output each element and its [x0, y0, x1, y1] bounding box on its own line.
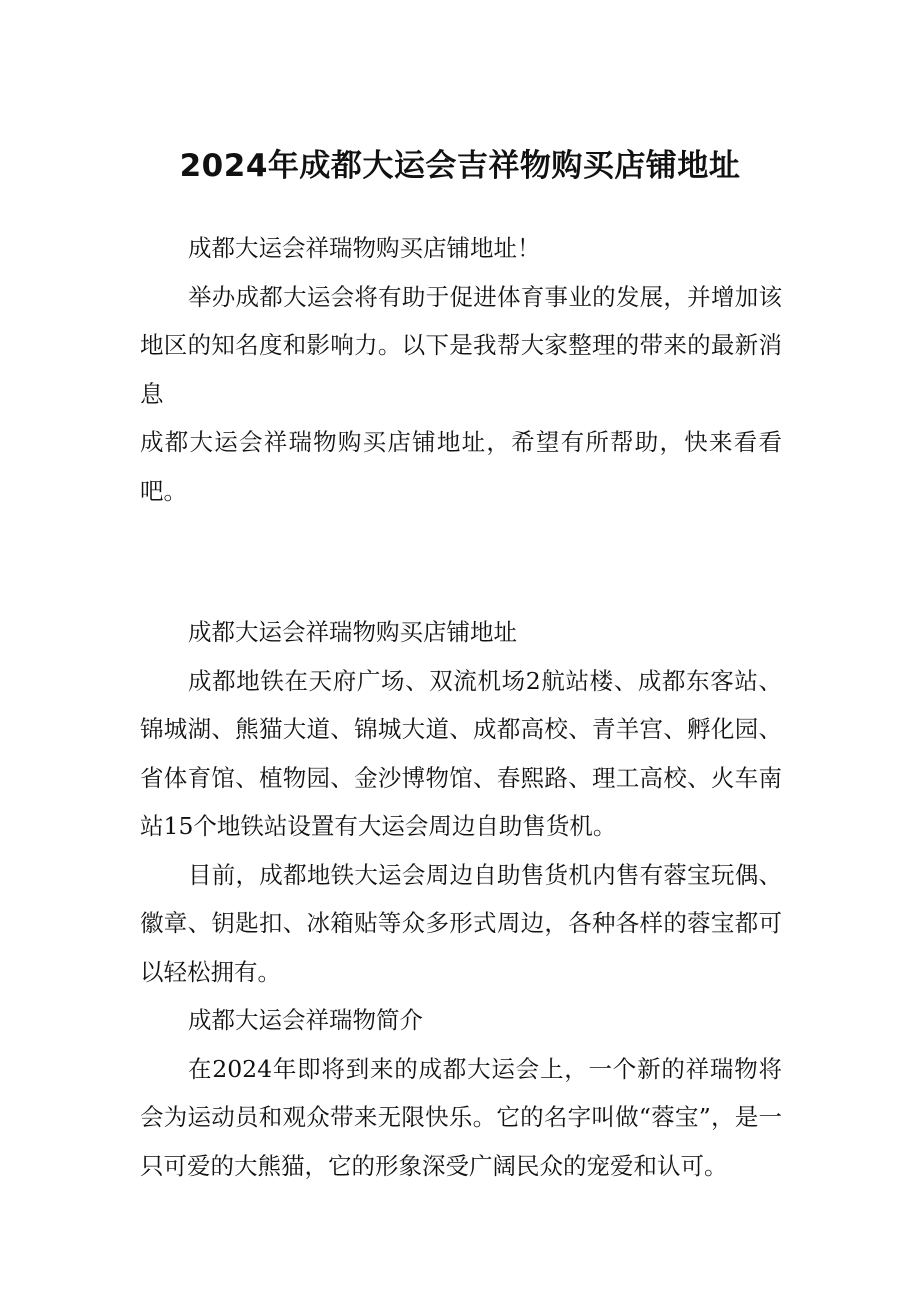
- paragraph-vending-items: 目前，成都地铁大运会周边自助售货机内售有蓉宝玩偶、徽章、钥匙扣、冰箱贴等众多形式周边，各种各样的蓉宝都可以轻松拥有。: [140, 860, 782, 986]
- paragraph-mascot-description: 在2024年即将到来的成都大运会上，一个新的祥瑞物将会为运动员和观众带来无限快乐。它的名字叫做“蓉宝”，是一只可爱的大熊猫，它的形象深受广阔民众的宠爱和认可。: [140, 1054, 782, 1180]
- paragraph-metro-stations: 成都地铁在天府广场、双流机场2航站楼、成都东客站、锦城湖、熊猫大道、锦城大道、成都高校、青羊宫、孵化园、省体育馆、植物园、金沙博物馆、春熙路、理工高校、火车南站15个地铁站设置有大运会周边自助售货机。: [140, 666, 782, 840]
- document-title: 2024年成都大运会吉祥物购买店铺地址: [179, 148, 741, 184]
- intro-paragraph-2: 举办成都大运会将有助于促进体育事业的发展，并增加该地区的知名度和影响力。以下是我帮大家整理的带来的最新消息: [140, 282, 782, 408]
- intro-paragraph-1: 成都大运会祥瑞物购买店铺地址！: [188, 234, 541, 262]
- main-block: [140, 608, 782, 1190]
- section-heading-mascot-intro: 成都大运会祥瑞物简介: [188, 1006, 423, 1034]
- intro-paragraph-3: 成都大运会祥瑞物购买店铺地址，希望有所帮助，快来看看吧。: [140, 428, 782, 505]
- intro-block: [140, 224, 782, 515]
- section-heading-shop-address: 成都大运会祥瑞物购买店铺地址: [188, 618, 517, 646]
